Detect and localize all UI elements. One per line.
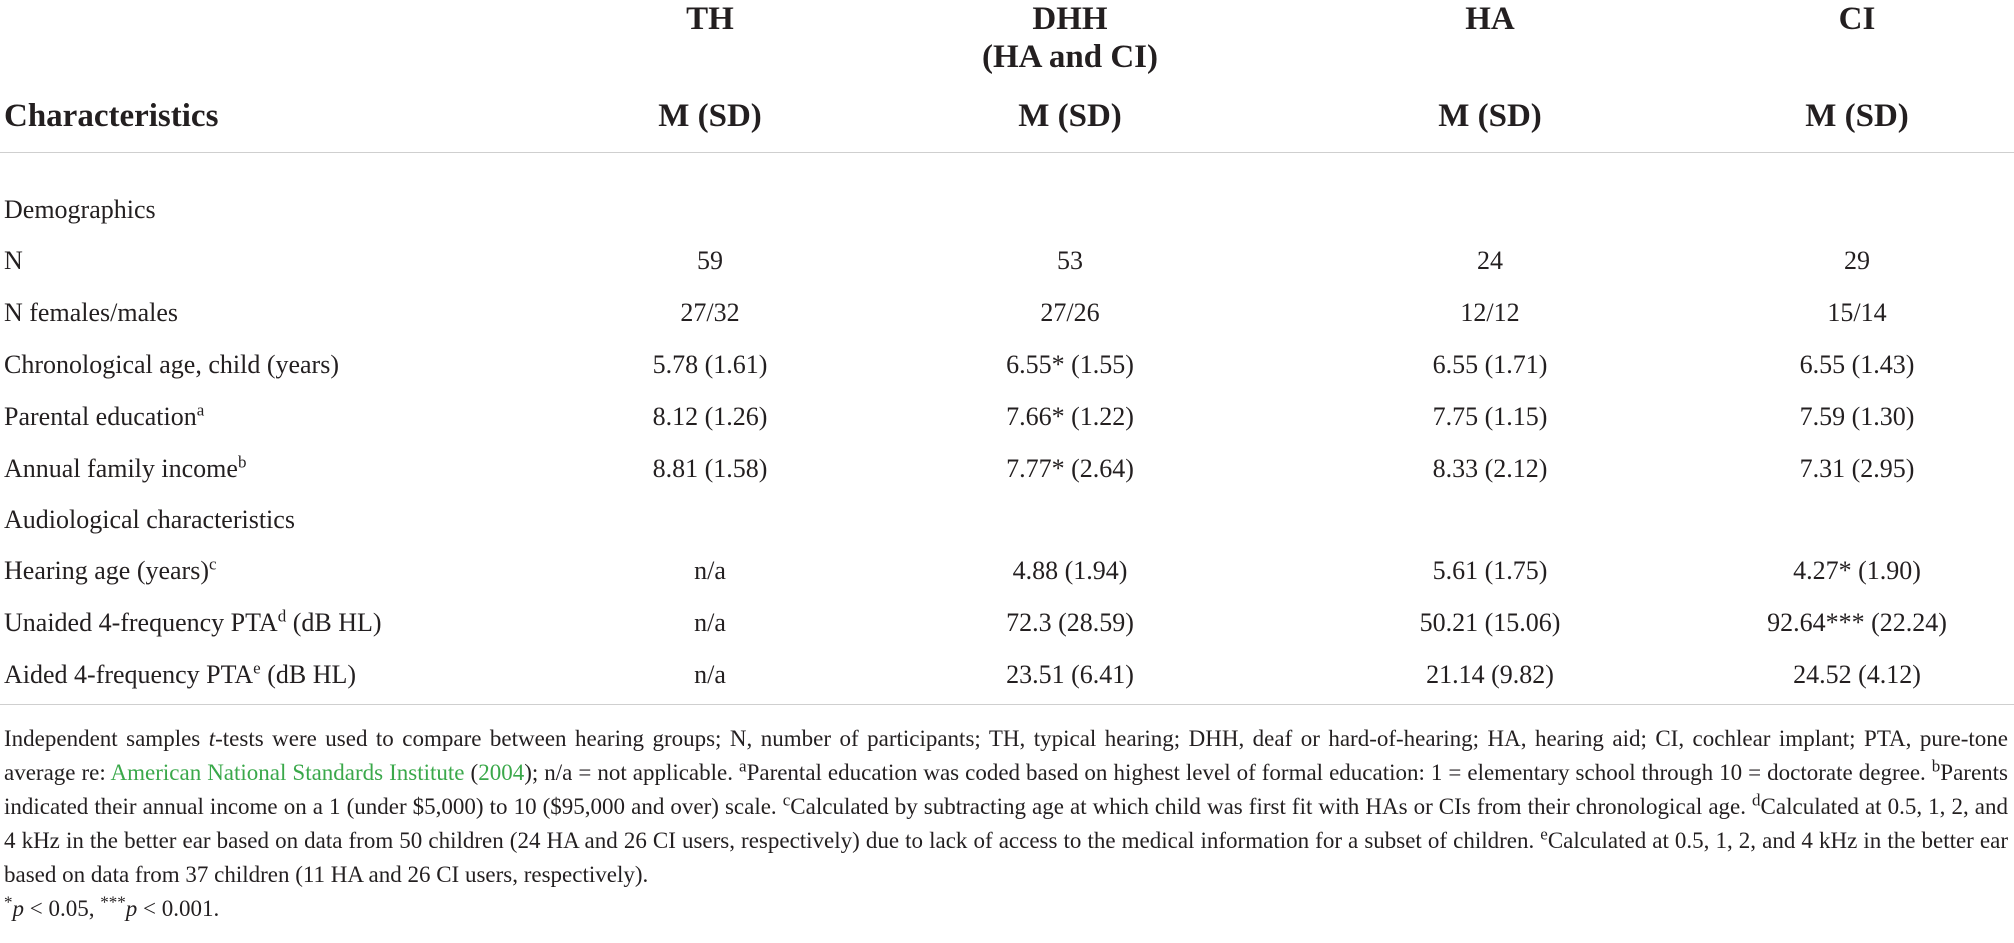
table-row	[0, 597, 2014, 649]
footnote-a: Parental education was coded based on highest level of formal education: 1 = elementary school through 10 = doctorate degree.	[746, 760, 1932, 785]
group-header-row	[0, 0, 2014, 80]
row-label-footnote-marker: a	[196, 400, 205, 420]
table-cell: 8.12 (1.26)	[652, 402, 768, 431]
section-row	[0, 495, 2014, 545]
group-header-th-label: TH	[686, 1, 734, 37]
group-header-ci-label: CI	[1838, 1, 1876, 37]
row-label-footnote-marker: d	[277, 606, 287, 626]
table-row	[0, 545, 2014, 597]
footnote-e: Calculated at 0.5, 1, 2, and 4 kHz in the better ear based on data from 37 children (11 HA and 26 CI users, respectively).	[4, 828, 2008, 887]
footnote-c: Calculated by subtracting age at which child was first fit with HAs or CIs from their chronological age.	[790, 794, 1753, 819]
table-row	[0, 339, 2014, 391]
stat-header-ci: M (SD)	[1805, 98, 1909, 134]
significance-text-3: < 0.001.	[137, 896, 220, 921]
table-cell: 5.78 (1.61)	[652, 350, 768, 379]
row-label	[0, 235, 560, 287]
table-cell: 8.81 (1.58)	[652, 454, 768, 483]
row-label	[0, 545, 560, 597]
table-cell: n/a	[694, 660, 726, 689]
table-cell: 24.52 (4.12)	[1793, 660, 1921, 689]
row-label	[0, 391, 560, 443]
row-label	[0, 339, 560, 391]
note-italic-t: t	[208, 726, 216, 751]
table-cell: 23.51 (6.41)	[1006, 660, 1134, 689]
ansi-citation-link[interactable]: American National Standards Institute	[110, 760, 465, 785]
stat-header-row	[0, 80, 2014, 153]
table-cell: 7.66* (1.22)	[1006, 402, 1134, 431]
footnote-b: Parents indicated their annual income on a 1 (under $5,000) to 10 ($95,000 and over) scale.	[4, 760, 2009, 819]
table-cell: 7.75 (1.15)	[1432, 402, 1548, 431]
footnote-marker-c: c	[782, 790, 791, 810]
header-rule	[0, 153, 2014, 186]
table-cell: 24	[1477, 246, 1503, 275]
significance-star-1: *	[4, 892, 13, 912]
row-label-text: Unaided 4-frequency PTA	[4, 608, 278, 637]
group-header-dhh-line: DHH	[1032, 1, 1108, 37]
table-cell: 15/14	[1827, 298, 1887, 327]
table-row	[0, 287, 2014, 339]
table-cell: 92.64*** (22.24)	[1767, 608, 1947, 637]
table-cell: 5.61 (1.75)	[1432, 556, 1548, 585]
table-cell: 6.55 (1.43)	[1799, 350, 1915, 379]
table-cell: 7.77* (2.64)	[1006, 454, 1134, 483]
footnote-marker-e: e	[1540, 824, 1548, 844]
row-label-text: Parental education	[4, 402, 197, 431]
row-label-text: Hearing age (years)	[4, 556, 209, 585]
table-cell: 12/12	[1460, 298, 1520, 327]
row-label-unit: (dB HL)	[260, 660, 357, 689]
footnote-marker-b: b	[1931, 756, 1941, 776]
section-title: Audiological characteristics	[4, 505, 295, 534]
table-cell: 27/32	[680, 298, 740, 327]
table-cell: 59	[697, 246, 723, 275]
stat-header-dhh: M (SD)	[1018, 98, 1122, 134]
table-body	[0, 153, 2014, 702]
group-header-th	[560, 0, 860, 80]
group-header-dhh-line: (HA and CI)	[981, 39, 1159, 75]
row-label-footnote-marker: b	[237, 452, 247, 472]
row-label	[0, 649, 560, 701]
footnote-marker-d: d	[1752, 790, 1761, 810]
table-cell: 6.55 (1.71)	[1432, 350, 1548, 379]
table-cell: 53	[1057, 246, 1083, 275]
significance-text-1: < 0.05,	[24, 896, 101, 921]
footnote-marker-a: a	[739, 756, 747, 776]
table-bottom-rule	[0, 704, 2014, 705]
row-label-text: Aided 4-frequency PTA	[4, 660, 254, 689]
section-title: Demographics	[4, 195, 156, 224]
ansi-year-link[interactable]: 2004	[478, 760, 525, 785]
row-label-text: N females/males	[4, 298, 178, 327]
row-label	[0, 287, 560, 339]
table-cell: 4.88 (1.94)	[1012, 556, 1128, 585]
table-cell: 50.21 (15.06)	[1419, 608, 1561, 637]
significance-star-3: ***	[100, 892, 126, 912]
row-label	[0, 443, 560, 495]
note-text: Independent samples	[4, 726, 209, 751]
note-text: -tests were used to compare between hearing groups; N, number of participants; TH, typical hearing; DHH, deaf or hard-of-hearing; HA, hearing aid; CI, cochlear implant; PTA, pure-tone average re:	[4, 726, 2008, 785]
footnote-d: Calculated at 0.5, 1, 2, and 4 kHz in the better ear based on data from 50 children (24 HA and 26 CI users, respectively) due to lack of access to the medical information for a subset of children.	[4, 794, 2008, 853]
empty-header-cell	[0, 0, 560, 80]
significance-p-1: p	[12, 896, 24, 921]
stat-header-th: M (SD)	[658, 98, 762, 134]
row-label-unit: (dB HL)	[286, 608, 382, 637]
table-cell: 29	[1844, 246, 1870, 275]
table-cell: 21.14 (9.82)	[1426, 660, 1554, 689]
table-cell: 8.33 (2.12)	[1432, 454, 1548, 483]
row-label-text: N	[4, 246, 23, 275]
characteristics-header: Characteristics	[4, 98, 219, 134]
row-label-text: Annual family income	[4, 454, 238, 483]
group-header-ha	[1280, 0, 1700, 80]
row-label-footnote-marker: e	[253, 658, 261, 678]
row-label-text: Chronological age, child (years)	[4, 350, 339, 379]
row-label-footnote-marker: c	[209, 554, 217, 574]
table-cell: 4.27* (1.90)	[1793, 556, 1921, 585]
note-text: (	[464, 760, 479, 785]
table-cell: 72.3 (28.59)	[1006, 608, 1134, 637]
table-row	[0, 235, 2014, 287]
note-text: ); n/a = not applicable.	[524, 760, 740, 785]
table-row	[0, 649, 2014, 701]
table-cell: n/a	[694, 556, 726, 585]
group-header-ha-label: HA	[1465, 1, 1515, 37]
stat-header-ha: M (SD)	[1438, 98, 1542, 134]
table-row	[0, 391, 2014, 443]
section-row	[0, 185, 2014, 235]
table-cell: 7.59 (1.30)	[1799, 402, 1915, 431]
group-header-dhh-label	[982, 1, 1158, 75]
table-row	[0, 443, 2014, 495]
table-cell: n/a	[694, 608, 726, 637]
row-label	[0, 597, 560, 649]
table-cell: 6.55* (1.55)	[1006, 350, 1134, 379]
table-footnotes	[4, 722, 2008, 926]
group-header-ci	[1700, 0, 2014, 80]
group-header-dhh	[860, 0, 1280, 80]
significance-p-3: p	[125, 896, 138, 921]
table-cell: 7.31 (2.95)	[1799, 454, 1915, 483]
table-cell: 27/26	[1040, 298, 1100, 327]
